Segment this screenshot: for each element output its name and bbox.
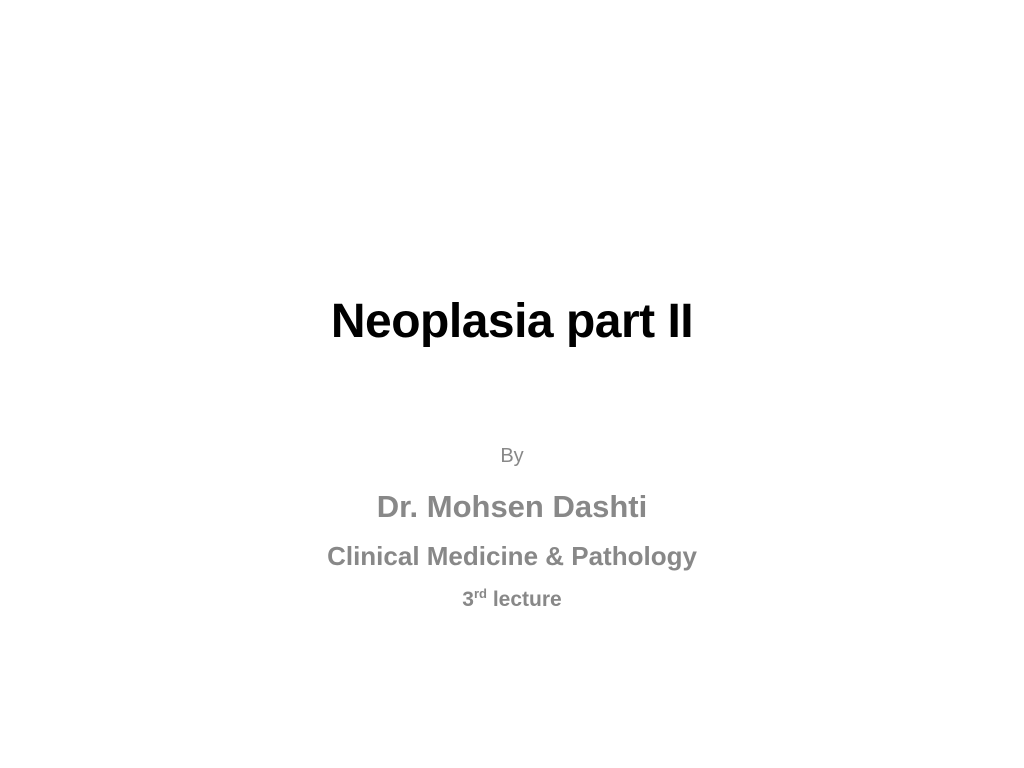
by-label: By bbox=[500, 445, 524, 467]
subtitle-block bbox=[0, 440, 1024, 620]
lecture-ordinal-suffix: rd bbox=[473, 586, 487, 601]
lecture-word: lecture bbox=[492, 588, 562, 611]
lecture-number: 3 bbox=[462, 588, 474, 611]
course-name: Clinical Medicine & Pathology bbox=[327, 541, 697, 571]
lecture-line bbox=[0, 580, 1024, 620]
author-name: Dr. Mohsen Dashti bbox=[376, 489, 648, 524]
slide-title: Neoplasia part II bbox=[330, 295, 694, 348]
